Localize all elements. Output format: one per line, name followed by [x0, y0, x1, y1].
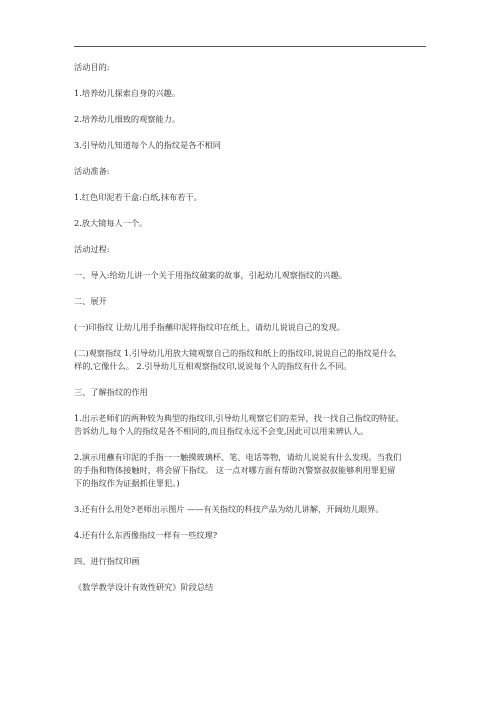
paragraph [74, 295, 430, 308]
text-line: 活动准备: [74, 166, 110, 176]
paragraph [74, 269, 430, 282]
paragraph [74, 61, 430, 74]
text-line: 2.放大镜每人一个。 [74, 218, 148, 228]
text-line: 4.还有什么东西像指纹一样有一些纹理? [74, 530, 218, 540]
paragraph [74, 165, 430, 178]
paragraph [74, 347, 430, 373]
text-line: 3.还有什么用处?老师出示图片 ——有关指纹的科技产品为幼儿讲解，开阔幼儿眼界。 [74, 504, 384, 514]
text-line: 《数学教学设计有效性研究》阶段总结 [74, 582, 214, 592]
text-line: 下的指纹作为证据抓住罪犯。) [74, 478, 180, 488]
paragraph [74, 412, 430, 438]
text-line: 1.培养幼儿探索自身的兴趣。 [74, 88, 181, 98]
paragraph [74, 243, 430, 256]
document-body [74, 61, 430, 607]
text-line: 二、展开 [74, 296, 107, 306]
paragraph [74, 191, 430, 204]
text-line: 三、了解指纹的作用 [74, 387, 148, 397]
text-line: 活动目的: [74, 62, 110, 72]
text-line: 1.出示老师们的两种较为典型的指纹印,引导幼儿观察它们的差异，找一找自己指纹的特征。 [74, 413, 404, 423]
text-line: 样的,它像什么。 2.引导幼儿互相观察指纹印,说说每个人的指纹有什么不同。 [74, 361, 352, 371]
text-line: 2.演示用蘸有印泥的手指一一触摸玻璃杯、笔、电话等物，请幼儿说说有什么发现。当我们 [74, 452, 402, 462]
text-line: (二)观察指纹 1.引导幼儿用放大镜观察自己的指纹和纸上的指纹印,说说自己的指纹是什么 [74, 348, 397, 358]
paragraph [74, 529, 430, 542]
paragraph [74, 555, 430, 568]
text-line: (一)印指纹 让幼儿用手指蘸印泥将指纹印在纸上，请幼儿说说自己的发现。 [74, 322, 345, 332]
text-line: 1.红色印泥若干盒:白纸,抹布若干。 [74, 192, 202, 202]
paragraph [74, 113, 430, 126]
text-line: 告诉幼儿,每个人的指纹是各不相同的,而且指纹永远不会变,因此可以用来辨认人。 [74, 426, 369, 436]
paragraph [74, 503, 430, 516]
paragraph [74, 217, 430, 230]
text-line: 一、导入:给幼儿讲一个关于用指纹破案的故事，引起幼儿观察指纹的兴趣。 [74, 270, 347, 280]
paragraph [74, 139, 430, 152]
paragraph [74, 87, 430, 100]
header-rule [74, 46, 426, 47]
paragraph [74, 386, 430, 399]
text-line: 四、进行指纹印画 [74, 556, 140, 566]
paragraph [74, 321, 430, 334]
paragraph [74, 451, 430, 490]
text-line: 的手指和物体接触时，将会留下指纹。 这一点对哪方面有帮助?(警察叔叔能够利用罪犯留 [74, 465, 396, 475]
paragraph [74, 581, 430, 594]
text-line: 3.引导幼儿知道每个人的指纹是各不相同 [74, 140, 221, 150]
text-line: 2.培养幼儿细致的观察能力。 [74, 114, 181, 124]
text-line: 活动过程: [74, 244, 110, 254]
